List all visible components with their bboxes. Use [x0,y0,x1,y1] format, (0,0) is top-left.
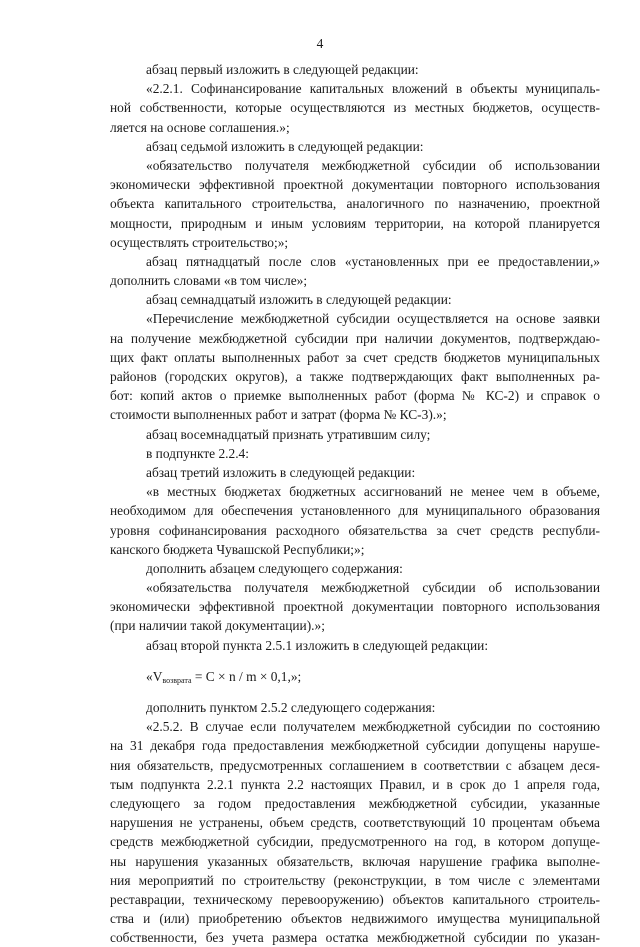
text-line: мощности, природным и иным условиям территории, на которой планируется [110,215,600,231]
text-line: «2.2.1. Софинансирование капитальных вложений в объекты муниципаль- [146,81,600,97]
text-line: средств межбюджетной субсидии, предусмотренного на год, в котором допуще- [110,834,600,850]
text-line: ны нарушения указанных обязательств, включая нарушение графика выполне- [110,853,600,869]
text-line: в подпункте 2.2.4: [146,445,249,461]
formula-line [110,667,600,686]
text-line: «обязательства получателя межбюджетной субсидии об использовании [146,580,600,596]
text-line: «обязательство получателя межбюджетной субсидии об использовании [146,157,600,173]
text-line: дополнить абзацем следующего содержания: [146,560,403,576]
text-line: абзац второй пункта 2.5.1 изложить в следующей редакции: [146,637,489,653]
text-block-amendments [110,60,600,655]
text-line: тым подпункта 2.2.1 пункта 2.2 настоящих Правил, и в срок до 1 апреля года, [110,776,600,792]
text-line: необходимом для обеспечения установленного для муниципального образования [110,503,600,519]
text-line: ния обязательств, предусмотренных соглашением в соответствии с абзацем деся- [110,757,600,773]
text-line: на получение межбюджетной субсидии при наличии документов, подтверждаю- [110,330,600,346]
formula-rest: = C × n / m × 0,1,»; [191,668,302,684]
text-line: канского бюджета Чувашской Республики;»; [110,541,365,557]
text-line: ства и (или) приобретению объектов недвижимого имущества муниципальной [110,911,600,927]
text-line: объекта капитального строительства, аналогичного по назначению, проектной [110,196,600,212]
text-line: районов (городских округов), а также подтверждающих факт выполненных ра- [110,369,600,384]
spacer [110,686,600,698]
text-line: абзац первый изложить в следующей редакции: [146,62,419,77]
text-line: абзац восемнадцатый признать утратившим силу; [146,426,431,442]
text-line: (при наличии такой документации).»; [110,618,325,634]
text-line: осуществлять строительство;»; [110,234,289,250]
text-line: щих факт оплаты выполненных работ за счет средств бюджетов муниципальных [110,349,600,365]
text-line: ной собственности, которые осуществляются из местных бюджетов, осуществ- [110,100,600,116]
text-line: собственности, без учета размера остатка межбюджетной субсидии по указан- [110,930,600,946]
text-line: реставрации, техническому перевооружению) объектов капитального строитель- [110,891,600,907]
formula-subscript: возврата [162,675,192,685]
text-line: нарушения не устранены, объем средств, соответствующий 10 процентам объема [110,815,600,831]
formula-prefix: «V [146,668,163,684]
text-line: следующего за годом предоставления межбюджетной субсидии, указанные [110,795,600,811]
text-line: абзац седьмой изложить в следующей редакции: [146,138,424,154]
text-line: на 31 декабря года предоставления межбюджетной субсидии допущены наруше- [110,738,600,754]
text-line: бот: копий актов о приемке выполненных работ (форма № КС-2) и справок о [110,388,600,404]
document-body [110,60,600,947]
text-line: абзац пятнадцатый после слов «установленных при ее предоставлении,» [146,253,600,269]
text-line: экономически эффективной проектной документации повторного использования [110,599,600,615]
text-line: дополнить пунктом 2.5.2 следующего содержания: [146,700,436,715]
text-line: стоимости выполненных работ и затрат (форма № КС-3).»; [110,407,447,423]
page-number: 4 [316,36,324,51]
text-line: ляется на основе соглашения.»; [110,119,290,135]
text-line: дополнить словами «в том числе»; [110,273,308,289]
text-line: уровня софинансирования расходного обязательства за счет средств республи- [110,522,600,538]
text-line: абзац третий изложить в следующей редакции: [146,464,416,480]
text-line: абзац семнадцатый изложить в следующей редакции: [146,292,452,308]
text-line: ния мероприятий по строительству (реконструкции, в том числе с элементами [110,872,600,888]
text-line: «Перечисление межбюджетной субсидии осуществляется на основе заявки [146,311,600,327]
text-line: «2.5.2. В случае если получателем межбюджетной субсидии по состоянию [146,719,600,735]
text-line: экономически эффективной проектной документации повторного использования [110,177,600,193]
text-block-point-2-5-2 [110,698,600,947]
spacer [110,655,600,667]
text-line: «в местных бюджетах бюджетных ассигнований не менее чем в объеме, [146,484,600,500]
